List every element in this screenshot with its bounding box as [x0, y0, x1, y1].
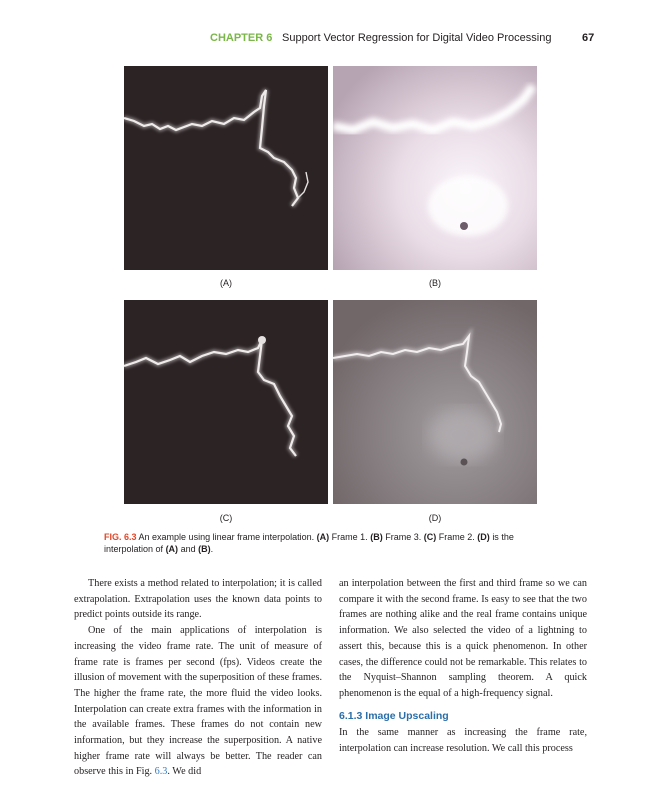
paragraph: In the same manner as increasing the frame rate, interpolation can increase resolution. We call this process: [339, 727, 587, 755]
section-heading: 6.1.3 Image Upscaling: [339, 709, 449, 722]
panel-label-d: (D): [428, 513, 442, 523]
caption-ref-d: (D): [477, 532, 490, 542]
right-column: [339, 576, 587, 757]
caption-text: is the interpolation of: [104, 532, 514, 554]
caption-text: Frame 3.: [385, 532, 422, 542]
panel-label-c: (C): [219, 513, 233, 523]
lightning-frame-2-image: [124, 300, 328, 504]
lightning-frame-3-image: [333, 66, 537, 270]
paragraph: There exists a method related to interpolation; it is called extrapolation. Extrapolation uses the known data points to predict points outside its range.: [74, 578, 322, 621]
figure-panel-c: [124, 300, 328, 504]
caption-ref-b: (B): [198, 544, 211, 554]
figure-panel-b: [333, 66, 537, 270]
figure-panel-d: [333, 300, 537, 504]
interpolated-frame-image: [333, 300, 537, 504]
paragraph-text: One of the main applications of interpolation is increasing the video frame rate. The unit of measure of frame rate is frames per second (fps). Videos create the illusion of movement with the superposition of these frames. The higher the frame rate, the more fluid the video looks. Interpolation can create extra frames with the information in the available frames. These frames do not contain new information, but they increase the superposition. A native higher frame rate will always be better. The reader can observe this in Fig.: [74, 625, 322, 778]
page-number: 67: [582, 32, 595, 44]
caption-ref-a: (A): [165, 544, 179, 554]
panel-label-b: (B): [429, 278, 441, 288]
caption-ref-c: (C): [423, 532, 437, 542]
caption-text: and: [180, 544, 196, 554]
lightning-frame-1-image: [124, 66, 328, 270]
running-header: [0, 32, 648, 48]
figure-label: FIG. 6.3: [104, 532, 137, 542]
caption-text: An example using linear frame interpolation.: [138, 532, 315, 542]
chapter-label: CHAPTER 6: [210, 32, 273, 44]
panel-label-a: (A): [220, 278, 232, 288]
paragraph: an interpolation between the first and third frame so we can compare it with the second frame. Is easy to see that the two frames are nothing alike and the real frame contains unique information. We also selected the video of a lightning to assert this, because this is a quick phenomenon. In other cases, the difference could not be remarkable. This relates to the Nyquist–Shannon sampling theorem. A quick phenomenon is the equal of a high-frequency signal.: [339, 578, 587, 699]
caption-ref-b: (B): [370, 532, 383, 542]
caption-text: Frame 1.: [331, 532, 368, 542]
figure-caption: [104, 531, 564, 555]
left-column: [74, 576, 322, 780]
caption-text: Frame 2.: [438, 532, 475, 542]
paragraph-text: . We did: [167, 766, 202, 778]
figure-reference-link[interactable]: 6.3: [154, 766, 168, 778]
chapter-title: Support Vector Regression for Digital Video Processing: [282, 32, 552, 44]
caption-ref-a: (A): [316, 532, 330, 542]
paragraph: [74, 623, 322, 780]
figure-panel-a: [124, 66, 328, 270]
caption-text: .: [210, 544, 214, 554]
